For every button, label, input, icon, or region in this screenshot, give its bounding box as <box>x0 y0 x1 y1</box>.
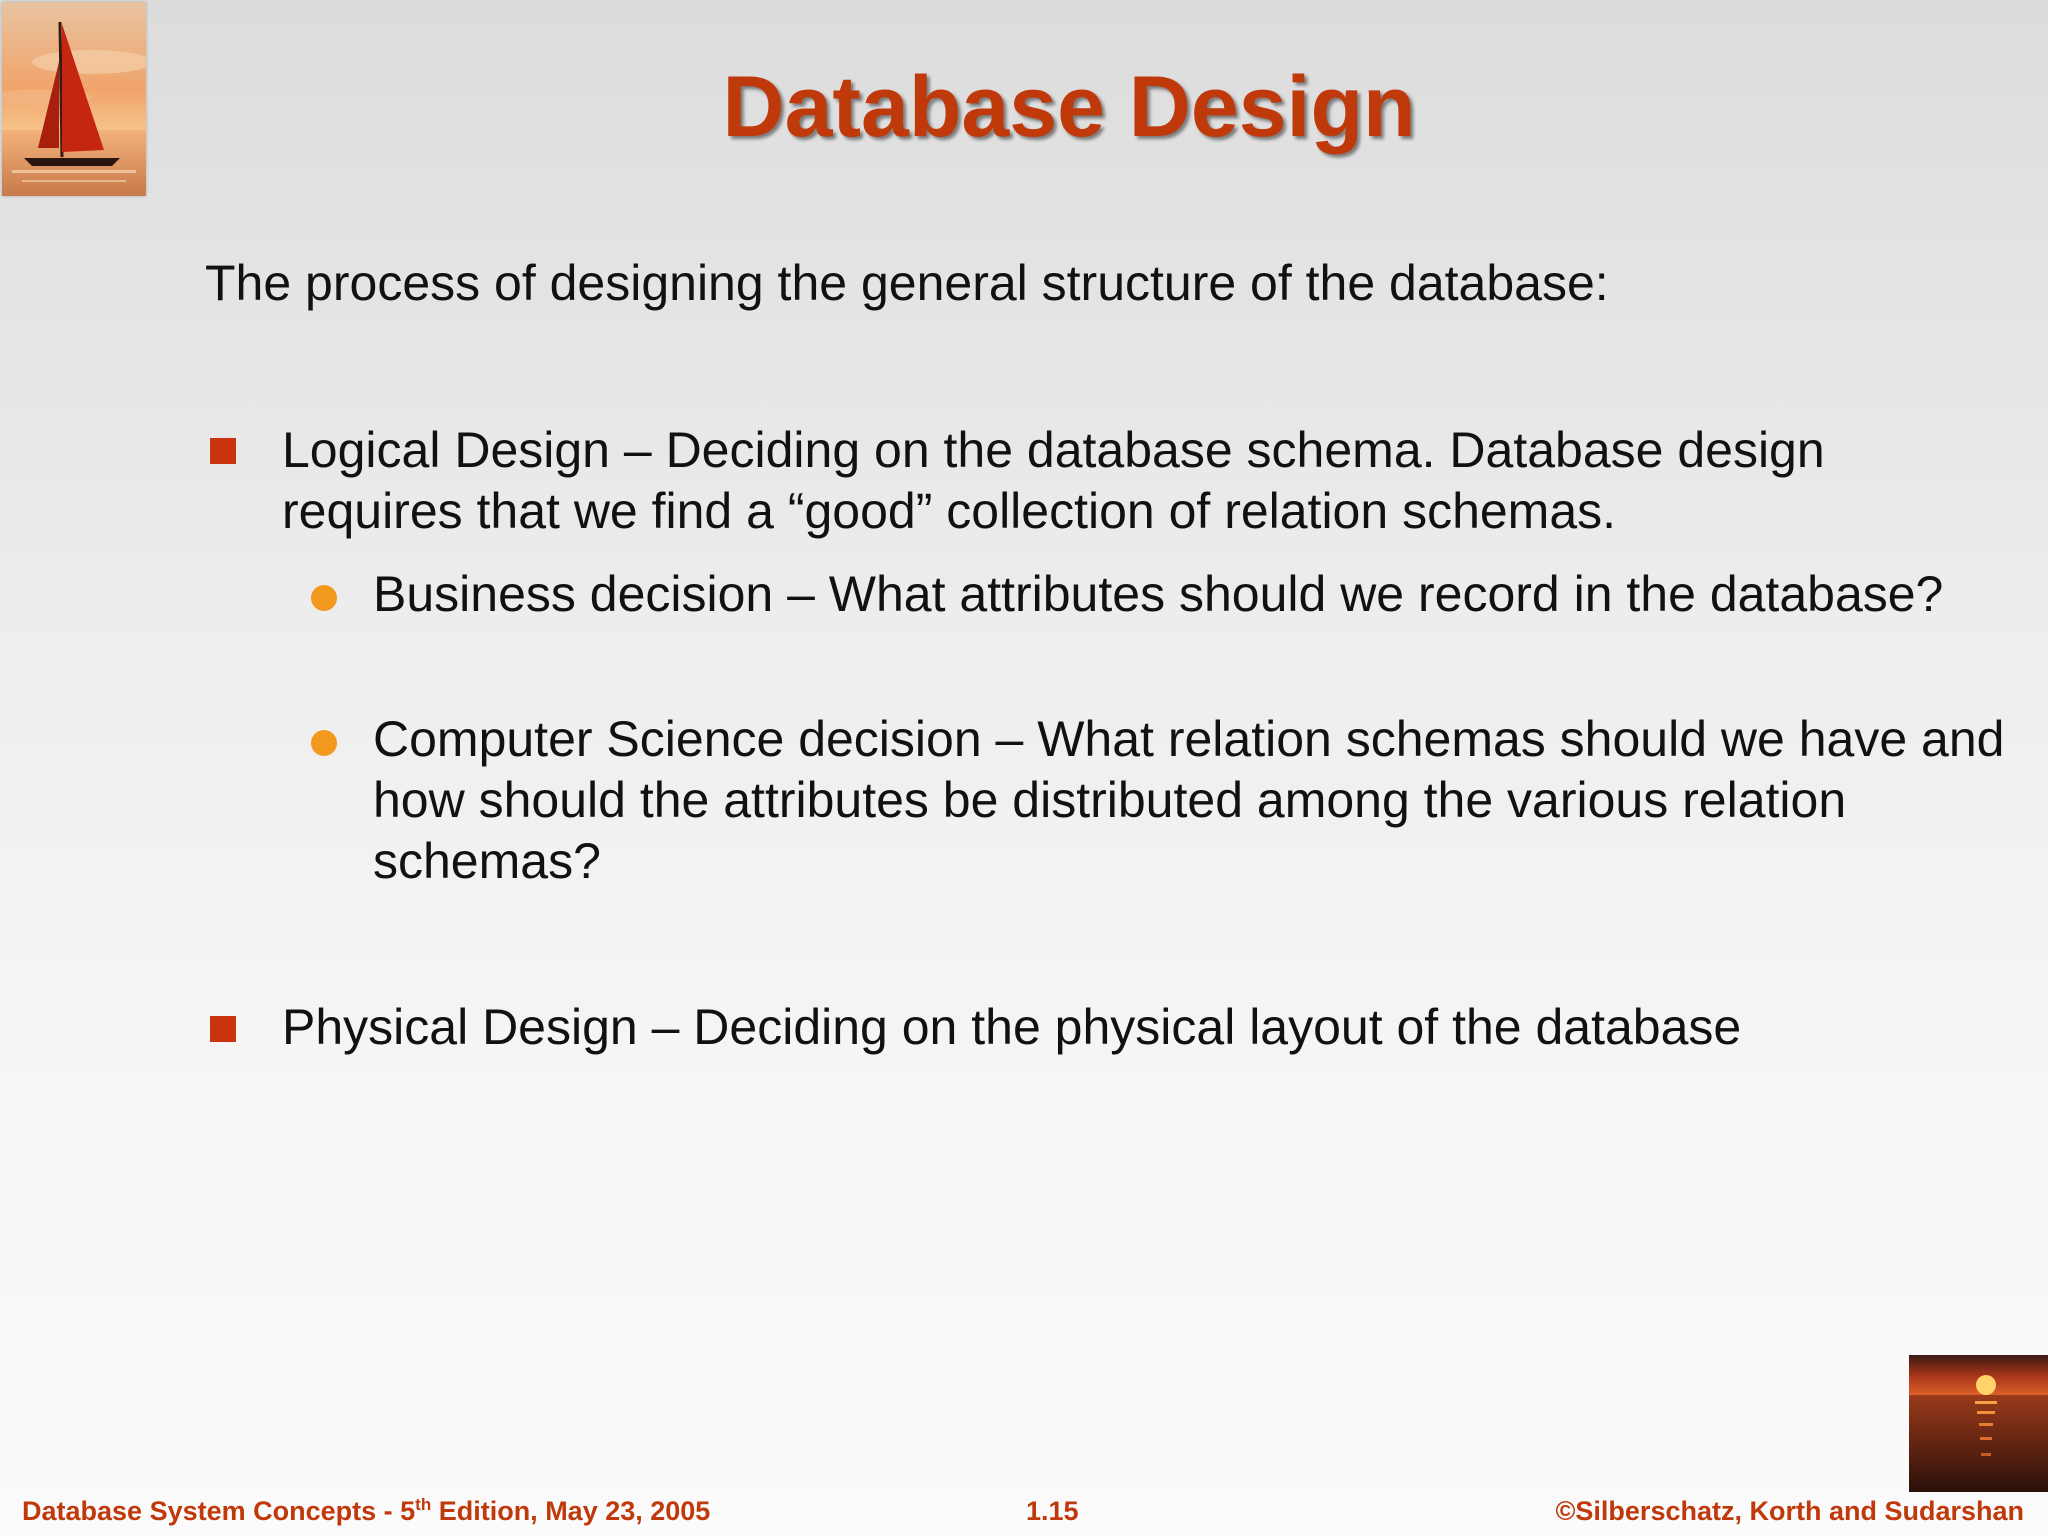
sunset-image <box>1909 1355 2048 1492</box>
bullet-physical-design: Physical Design – Deciding on the physical layout of the database <box>282 999 1742 1055</box>
intro-text: The process of designing the general structure of the database: <box>205 255 1609 311</box>
square-bullet-icon <box>210 1016 236 1042</box>
square-bullet-icon <box>210 438 236 464</box>
bullet-logical-design: Logical Design – Deciding on the database schema. Database design requires that we find a “good” collection of relation schemas. <box>282 422 1825 539</box>
footer-course-info: Database System Concepts - 5th Edition, May 23, 2005 <box>22 1495 711 1526</box>
sub-bullet-cs-decision: Computer Science decision – What relation schemas should we have and how should the attributes be distributed among the various relation schemas? <box>373 711 2005 889</box>
round-bullet-icon <box>311 730 337 756</box>
sub-bullet-business-decision: Business decision – What attributes should we record in the database? <box>373 566 1944 622</box>
footer-copyright: ©Silberschatz, Korth and Sudarshan <box>1555 1496 2024 1526</box>
round-bullet-icon <box>311 585 337 611</box>
slide-title: Database Design <box>722 59 1416 155</box>
footer-page-number: 1.15 <box>1026 1496 1079 1526</box>
